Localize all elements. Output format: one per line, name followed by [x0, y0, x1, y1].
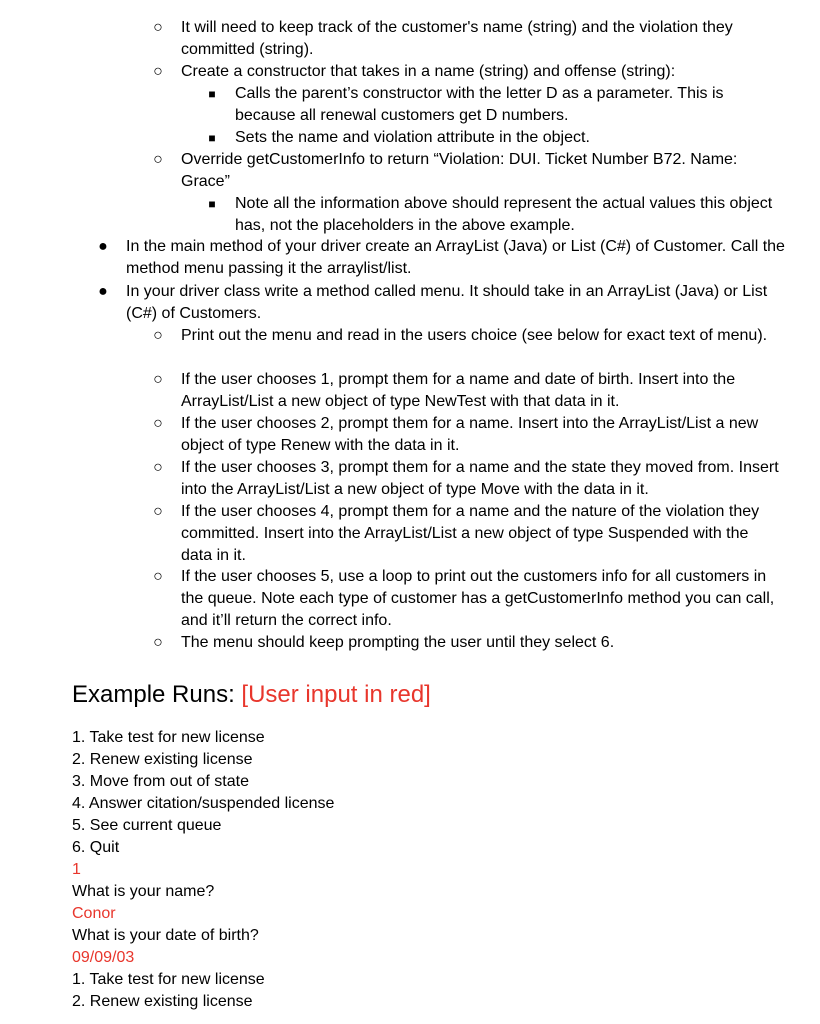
run-line: 4. Answer citation/suspended license	[72, 795, 335, 812]
spec-item-5: Override getCustomerInfo to return “Violation: DUI. Ticket Number B72. Name: Grace”	[181, 151, 738, 190]
run-user-input: 1	[72, 861, 81, 878]
spec-item-10: If the user chooses 1, prompt them for a name and date of birth. Insert into the ArrayList/List a new object of type NewTest with that data in it.	[181, 371, 736, 410]
hollow-bullet-icon: ○	[153, 415, 163, 432]
spec-item-2: Create a constructor that takes in a name (string) and offense (string):	[181, 63, 676, 80]
square-bullet-icon: ■	[208, 197, 216, 211]
spec-item-11: If the user chooses 2, prompt them for a name. Insert into the ArrayList/List a new object of type Renew with the data in it.	[181, 415, 759, 454]
example-runs-heading	[72, 678, 431, 712]
heading-main: Example Runs:	[72, 681, 242, 708]
run-user-input: Conor	[72, 905, 116, 922]
hollow-bullet-icon: ○	[153, 151, 163, 168]
run-user-input: 09/09/03	[72, 949, 135, 966]
spec-item-6: Note all the information above should represent the actual values this object has, not the placeholders in the above example.	[235, 195, 773, 234]
spec-item-4: Sets the name and violation attribute in the object.	[235, 129, 590, 146]
run-line: 3. Move from out of state	[72, 773, 249, 790]
hollow-bullet-icon: ○	[153, 327, 163, 344]
run-line: 1. Take test for new license	[72, 971, 265, 988]
hollow-bullet-icon: ○	[153, 568, 163, 585]
hollow-bullet-icon: ○	[153, 371, 163, 388]
spec-item-1: It will need to keep track of the customer's name (string) and the violation they committed (string).	[181, 19, 733, 58]
spec-item-7: In the main method of your driver create an ArrayList (Java) or List (C#) of Customer. Call the method menu passing it the arraylist/list.	[126, 238, 785, 277]
square-bullet-icon: ■	[208, 87, 216, 101]
spec-item-13: If the user chooses 4, prompt them for a name and the nature of the violation they committed. Insert into the ArrayList/List a new object of type Suspended with the data in it.	[181, 503, 760, 564]
run-line: 2. Renew existing license	[72, 993, 253, 1010]
run-line: 6. Quit	[72, 839, 120, 856]
hollow-bullet-icon: ○	[153, 459, 163, 476]
run-line: What is your date of birth?	[72, 927, 259, 944]
spec-item-15: The menu should keep prompting the user until they select 6.	[181, 634, 615, 651]
spec-item-12: If the user chooses 3, prompt them for a name and the state they moved from. Insert into the ArrayList/List a new object of type Move with the data in it.	[181, 459, 779, 498]
heading-input-note: [User input in red]	[241, 681, 431, 708]
spec-item-9: Print out the menu and read in the users choice (see below for exact text of menu).	[181, 327, 768, 344]
filled-bullet-icon: ●	[98, 283, 108, 300]
hollow-bullet-icon: ○	[153, 63, 163, 80]
spec-item-8: In your driver class write a method called menu. It should take in an ArrayList (Java) or List (C#) of Customers.	[126, 283, 768, 322]
filled-bullet-icon: ●	[98, 238, 108, 255]
run-line: 1. Take test for new license	[72, 729, 265, 746]
hollow-bullet-icon: ○	[153, 19, 163, 36]
hollow-bullet-icon: ○	[153, 503, 163, 520]
square-bullet-icon: ■	[208, 131, 216, 145]
hollow-bullet-icon: ○	[153, 634, 163, 651]
run-line: 2. Renew existing license	[72, 751, 253, 768]
spec-item-14: If the user chooses 5, use a loop to print out the customers info for all customers in the queue. Note each type of customer has a getCustomerInfo method you can call, and it’ll return the correct info.	[181, 568, 775, 629]
spec-item-3: Calls the parent’s constructor with the letter D as a parameter. This is because all renewal customers get D numbers.	[235, 85, 724, 124]
run-line: What is your name?	[72, 883, 215, 900]
run-line: 5. See current queue	[72, 817, 222, 834]
